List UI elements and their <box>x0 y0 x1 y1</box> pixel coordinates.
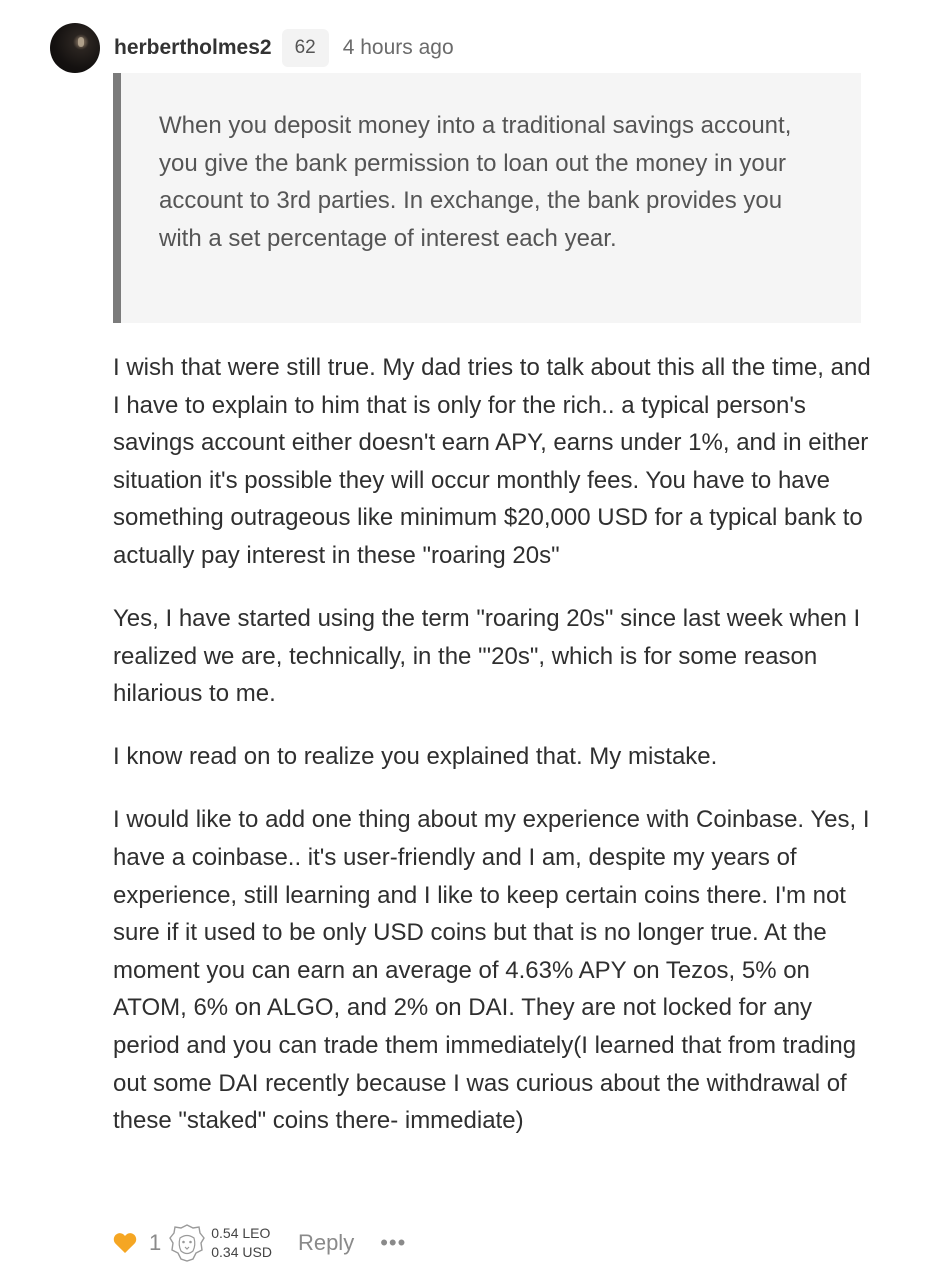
lion-icon <box>169 1223 205 1263</box>
paragraph: I would like to add one thing about my experience with Coinbase. Yes, I have a coinbase.. it's user-friendly and I am, despite my years of experience, still learning and I like to keep certain coins there. I'm not sure if it used to be only USD coins but that is no longer true. At the moment you can earn an average of 4.63% APY on Tezos, 5% on ATOM, 6% on ALGO, and 2% on DAI. They are not locked for any period and you can trade them immediately(I learned that from trading out some DAI recently because I was curious about the withdrawal of these "staked" coins there- immediate) <box>113 806 870 1135</box>
timestamp[interactable]: 4 hours ago <box>342 36 454 59</box>
payout-usd: 0.34 USD <box>211 1244 272 1260</box>
paragraph: Yes, I have started using the term "roaring 20s" since last week when I realized we are, technically, in the "'20s", which is for some reason hilarious to me. <box>113 605 861 708</box>
comment-body <box>113 349 873 1165</box>
like-count[interactable]: 1 <box>149 1230 162 1255</box>
reply-button[interactable]: Reply <box>297 1230 355 1255</box>
comment-header <box>50 22 454 74</box>
paragraph: I know read on to realize you explained that. My mistake. <box>113 743 718 771</box>
avatar[interactable] <box>50 23 100 73</box>
paragraph: I wish that were still true. My dad tries to talk about this all the time, and I have to explain to him that is only for the rich.. a typical person's savings account either doesn't earn APY, earns under 1%, and in either situation it's possible they will occur monthly fees. You have to have something outrageous like minimum $20,000 USD for a typical bank to actually pay interest in these "roaring 20s" <box>113 354 871 569</box>
payout[interactable] <box>211 1224 272 1262</box>
reputation-badge: 62 <box>282 29 329 67</box>
payout-leo: 0.54 LEO <box>211 1225 271 1241</box>
more-icon[interactable]: ••• <box>380 1230 407 1255</box>
blockquote: When you deposit money into a traditional savings account, you give the bank permission to loan out the money in your account to 3rd parties. In exchange, the bank provides you with a set percentage of interest each year. <box>113 73 861 323</box>
comment-footer <box>113 1220 406 1266</box>
heart-icon[interactable] <box>113 1232 137 1254</box>
username[interactable]: herbertholmes2 <box>114 36 272 59</box>
